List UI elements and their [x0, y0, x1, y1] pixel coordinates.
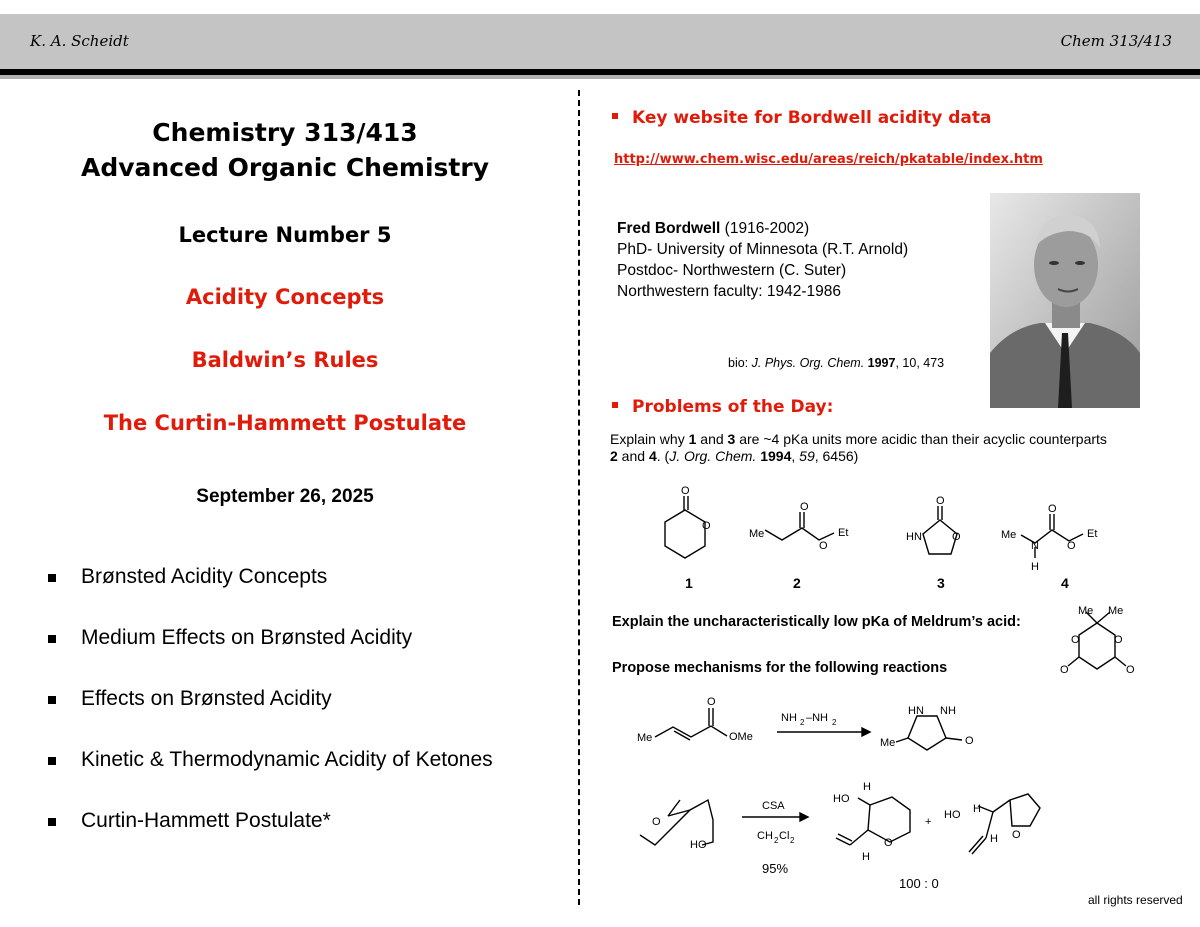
compound-label-1: 1 — [685, 575, 693, 591]
topic-curtin-hammett: The Curtin-Hammett Postulate — [103, 411, 467, 435]
svg-text:H: H — [863, 781, 871, 793]
svg-text:O: O — [681, 485, 690, 497]
svg-text:O: O — [1012, 829, 1021, 841]
svg-text:OMe: OMe — [729, 731, 753, 743]
topic-baldwin: Baldwin’s Rules — [191, 348, 379, 372]
topic-acidity: Acidity Concepts — [185, 285, 385, 309]
svg-text:O: O — [936, 495, 945, 507]
svg-text:HO: HO — [833, 793, 850, 805]
svg-text:2: 2 — [790, 836, 795, 845]
lecture-date: September 26, 2025 — [196, 486, 374, 507]
rxn2-yield: 95% — [762, 861, 789, 876]
svg-text:H: H — [973, 803, 981, 815]
mechanism-question: Propose mechanisms for the following reactions — [612, 660, 948, 676]
lecture-number: Lecture Number 5 — [178, 223, 392, 247]
svg-text:NH: NH — [940, 705, 956, 717]
svg-text:Me: Me — [1001, 529, 1017, 541]
svg-text:HO: HO — [690, 839, 707, 851]
meldrum-ring — [1079, 623, 1115, 669]
compound-label-3: 3 — [937, 575, 945, 591]
problem-statement: Explain why 1 and 3 are ~4 pKa units more acidic than their acyclic counterparts 2 and 4. (J. Org. Chem. 1994, 59, 6456) — [610, 431, 1107, 464]
rxn1-product — [908, 716, 946, 750]
bio-faculty: Northwestern faculty: 1942-1986 — [617, 283, 842, 300]
svg-text:Cl: Cl — [779, 830, 790, 842]
svg-text:O: O — [1114, 634, 1123, 646]
bio-years: (1916-2002) — [720, 220, 810, 237]
svg-text:O: O — [1071, 634, 1080, 646]
compound-2-chain — [765, 528, 834, 540]
website-heading: Key website for Bordwell acidity data — [612, 108, 991, 128]
compound-label-4: 4 — [1061, 575, 1069, 591]
svg-text:–NH: –NH — [806, 712, 829, 724]
bio-citation: bio: J. Phys. Org. Chem. 1997, 10, 473 — [728, 356, 945, 370]
svg-text:Et: Et — [838, 527, 849, 539]
svg-text:Me: Me — [880, 737, 896, 749]
svg-text:O: O — [707, 696, 716, 708]
rxn2-product-thf — [1010, 794, 1040, 826]
svg-text:O: O — [819, 540, 828, 552]
problems-heading: Problems of the Day: — [612, 397, 833, 417]
svg-text:O: O — [1060, 664, 1069, 676]
svg-text:2: 2 — [774, 836, 779, 845]
svg-text:O: O — [952, 531, 961, 543]
svg-text:O: O — [1067, 540, 1076, 552]
svg-text:CH: CH — [757, 830, 773, 842]
svg-text:Et: Et — [1087, 528, 1098, 540]
svg-text:Me: Me — [1078, 605, 1094, 617]
course-title: Chemistry 313/413 — [152, 118, 418, 147]
svg-text:HN: HN — [908, 705, 924, 717]
bio-name: Fred Bordwell — [617, 220, 721, 237]
svg-text:N: N — [1031, 540, 1039, 552]
course-code-label: Chem 313/413 — [1060, 32, 1172, 50]
svg-text:Me: Me — [749, 528, 765, 540]
svg-text:NH: NH — [781, 712, 797, 724]
rxn2-ratio: 100 : 0 — [899, 876, 939, 891]
svg-text:O: O — [1126, 664, 1135, 676]
rxn1-reactant — [655, 726, 727, 737]
svg-text:2: 2 — [800, 718, 805, 727]
svg-text:H: H — [990, 833, 998, 845]
copyright-notice: all rights reserved — [1088, 893, 1183, 907]
meldrum-question: Explain the uncharacteristically low pKa of Meldrum’s acid: — [612, 614, 1021, 630]
compound-1-ring — [665, 510, 705, 558]
svg-text:O: O — [800, 501, 809, 513]
svg-text:HN: HN — [906, 531, 922, 543]
svg-text:CSA: CSA — [762, 800, 785, 812]
svg-text:O: O — [652, 816, 661, 828]
svg-text:2: 2 — [832, 718, 837, 727]
bio-postdoc: Postdoc- Northwestern (C. Suter) — [617, 262, 847, 279]
svg-text:H: H — [862, 851, 870, 863]
svg-text:O: O — [965, 735, 974, 747]
bio-phd: PhD- University of Minnesota (R.T. Arnold) — [617, 241, 909, 258]
svg-text:HO: HO — [944, 809, 961, 821]
svg-text:Me: Me — [637, 732, 653, 744]
svg-text:O: O — [702, 520, 711, 532]
svg-text:+: + — [925, 816, 932, 828]
course-subtitle: Advanced Organic Chemistry — [81, 153, 489, 182]
svg-text:O: O — [884, 837, 893, 849]
author-label: K. A. Scheidt — [30, 32, 129, 50]
bordwell-link[interactable]: http://www.chem.wisc.edu/areas/reich/pkatable/index.htm — [614, 152, 1043, 167]
compound-label-2: 2 — [793, 575, 801, 591]
svg-text:Me: Me — [1108, 605, 1124, 617]
svg-text:H: H — [1031, 561, 1039, 573]
svg-text:O: O — [1048, 503, 1057, 515]
rxn2-product-pyran — [868, 797, 910, 842]
